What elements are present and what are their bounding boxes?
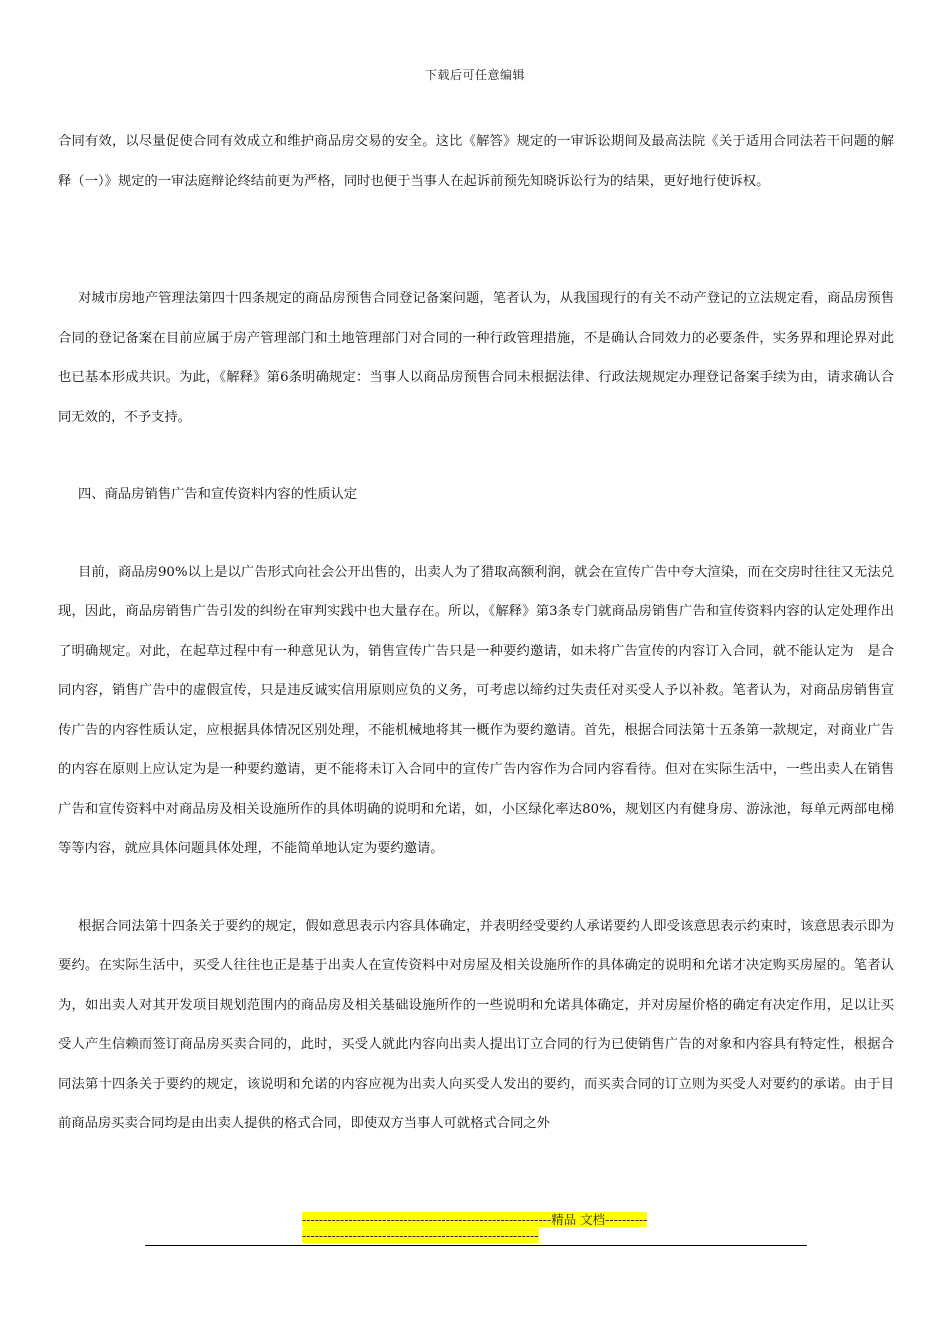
paragraph-offer: 根据合同法第十四条关于要约的规定，假如意思表示内容具体确定，并表明经受要约人承诺要约人即受该意思表示约束时，该意思表示即为要约。在实际生活中，买受人往往也正是基于出卖人在宣传资料中对房屋及相关设施所作的具体确定的说明和允诺才决定购买房屋的。笔者认为，如出卖人对其开发项目规划范围内的商品房及相关基础设施所作的一些说明和允诺具体确定，并对房屋价格的确定有决定作用，足以让买受人产生信赖而签订商品房买卖合同的，此时，买受人就此内容向出卖人提出订立合同的行为已使销售广告的对象和内容具有特定性，根据合同法第十四条关于要约的规定，该说明和允诺的内容应视为出卖人向买受人发出的要约，而买卖合同的订立则为买受人对要约的承诺。由于目前商品房买卖合同均是由出卖人提供的格式合同，即使双方当事人可就格式合同之外 <box>58 918 894 1131</box>
page-header: 下载后可任意编辑 <box>424 68 525 82</box>
document-body <box>58 122 894 1144</box>
paragraph-continuation: 合同有效，以尽量促使合同有效成立和维护商品房交易的安全。这比《解答》规定的一审诉讼期间及最高法院《关于适用合同法若干问题的解释（一）》规定的一审法庭辩论终结前更为严格，同时也便于当事人在起诉前预先知晓诉讼行为的结果，更好地行使诉权。 <box>58 134 894 189</box>
section-heading: 四、商品房销售广告和宣传资料内容的性质认定 <box>78 487 358 502</box>
paragraph-registration: 对城市房地产管理法第四十四条规定的商品房预售合同登记备案问题，笔者认为，从我国现行的有关不动产登记的立法规定看，商品房预售合同的登记备案在目前应属于房产管理部门和土地管理部门对合同的一种行政管理措施，不是确认合同效力的必要条件，实务界和理论界对此也已基本形成共识。为此，《解释》第6条明确规定：当事人以商品房预售合同未根据法律、行政法规规定办理登记备案手续为由，请求确认合同无效的，不予支持。 <box>58 291 894 425</box>
paragraph-gap <box>58 515 894 553</box>
footer-watermark <box>302 1212 648 1244</box>
paragraph-gap <box>58 201 894 279</box>
footer-text: -----------------------------------------------------------精品 文档------------------------------------------------------------------ <box>302 1212 648 1243</box>
paragraph-gap <box>58 437 894 475</box>
paragraph-advertising: 目前，商品房90%以上是以广告形式向社会公开出售的，出卖人为了猎取高额利润，就会在宣传广告中夸大渲染，而在交房时往往又无法兑现，因此，商品房销售广告引发的纠纷在审判实践中也大量存在。所以，《解释》第3条专门就商品房销售广告和宣传资料内容的认定处理作出了明确规定。对此，在起草过程中有一种意见认为，销售宣传广告只是一种要约邀请，如未将广告宣传的内容订入合同，就不能认定为 是合同内容，销售广告中的虚假宣传，只是违反诚实信用原则应负的义务，可考虑以缔约过失责任对买受人予以补救。笔者认为，对商品房销售宣传广告的内容性质认定，应根据具体情况区别处理，不能机械地将其一概作为要约邀请。首先，根据合同法第十五条第一款规定，对商业广告的内容在原则上应认定为是一种要约邀请，更不能将未订入合同中的宣传广告内容作为合同内容看待。但对在实际生活中，一些出卖人在销售广告和宣传资料中对商品房及相关设施所作的具体明确的说明和允诺，如，小区绿化率达80%，规划区内有健身房、游泳池，每单元两部电梯等等内容，就应具体问题具体处理，不能简单地认定为要约邀请。 <box>58 564 894 856</box>
paragraph-gap <box>58 869 894 907</box>
footer-divider <box>145 1245 807 1246</box>
